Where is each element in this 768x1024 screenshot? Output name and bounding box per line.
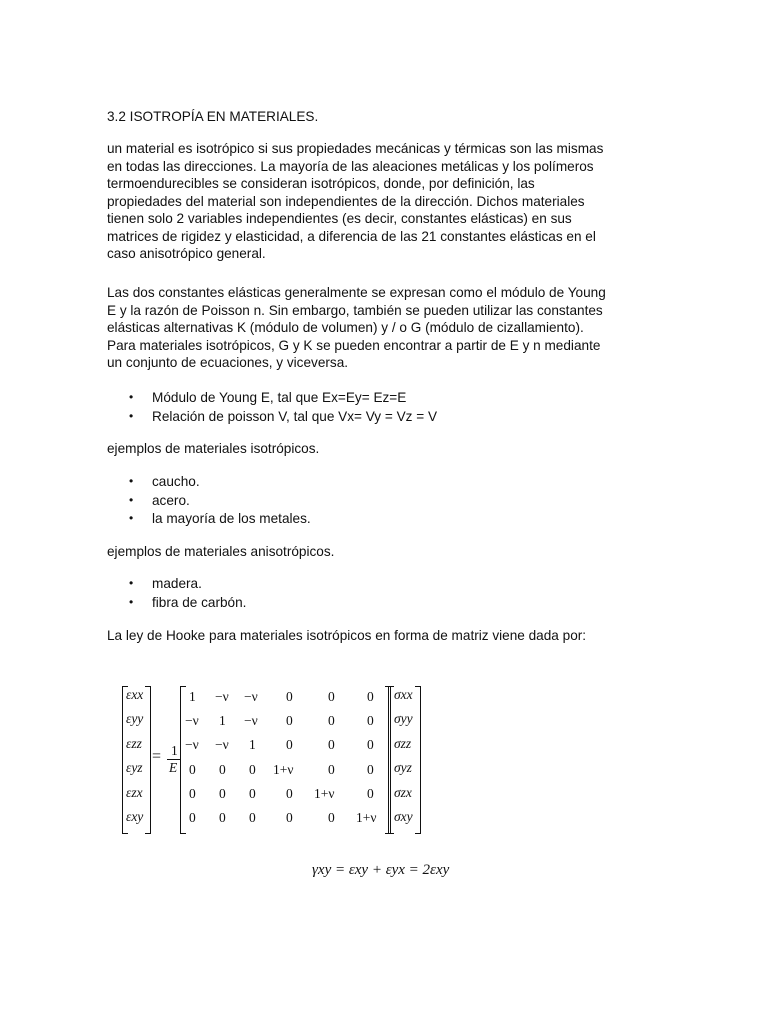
isotropic-examples-heading: ejemplos de materiales isotrópicos. <box>107 441 320 456</box>
matrix-cell: 1+ν <box>356 810 377 825</box>
compliance-matrix <box>186 686 388 832</box>
matrix-cell: −ν <box>244 689 258 704</box>
equals-sign: = <box>152 748 162 765</box>
list-item: • Relación de poisson V, tal que Vx= Vy = Vz = V <box>107 408 437 427</box>
stress-component: σzz <box>394 736 412 751</box>
matrix-cell: 0 <box>328 810 335 825</box>
matrix-cell: 1+ν <box>273 762 294 777</box>
strain-component: εyz <box>126 760 143 775</box>
right-bracket <box>145 686 151 834</box>
list-item: • acero. <box>107 492 311 511</box>
matrix-cell: 0 <box>328 737 335 752</box>
isotropic-examples-list <box>107 473 311 529</box>
right-bracket <box>415 686 421 834</box>
hooke-intro-text: La ley de Hooke para materiales isotrópicos en forma de matriz viene dada por: <box>107 628 587 643</box>
list-item: • madera. <box>107 575 246 594</box>
text-line: termoendurecibles se consideran isotrópicos, donde, por definición, las <box>107 176 535 191</box>
matrix-cell: 0 <box>249 786 256 801</box>
stress-component: σzx <box>394 785 412 800</box>
strain-component: εxx <box>126 687 144 702</box>
paragraph-elastic-constants <box>107 284 667 372</box>
matrix-cell: −ν <box>215 737 229 752</box>
matrix-cell: 0 <box>249 762 256 777</box>
text-line: Para materiales isotrópicos, G y K se pueden encontrar a partir de E y n mediante <box>107 337 601 353</box>
stress-component: σxy <box>394 809 413 824</box>
strain-component: εxy <box>126 809 144 824</box>
matrix-cell: 1 <box>249 737 256 752</box>
matrix-cell: 0 <box>189 786 196 801</box>
matrix-cell: −ν <box>244 713 258 728</box>
strain-component: εyy <box>126 711 144 726</box>
list-item: • caucho. <box>107 473 311 492</box>
text-line: un material es isotrópico si sus propiedades mecánicas y térmicas son las mismas <box>107 141 604 156</box>
matrix-cell: 1 <box>189 689 196 704</box>
factor-denominator: E <box>169 760 178 775</box>
text-line: propiedades del material son independientes de la dirección. Dichos materiales <box>107 193 585 209</box>
text-line: Las dos constantes elásticas generalmente se expresan como el módulo de Young <box>107 285 606 300</box>
text-line: E y la razón de Poisson n. Sin embargo, también se pueden utilizar las constantes <box>107 302 603 318</box>
stress-component: σyy <box>394 711 413 726</box>
text-line: un conjunto de ecuaciones, y viceversa. <box>107 355 349 370</box>
anisotropic-examples-heading: ejemplos de materiales anisotrópicos. <box>107 544 335 559</box>
matrix-cell: 0 <box>367 762 374 777</box>
matrix-cell: 0 <box>328 689 335 704</box>
paragraph-isotropy-definition <box>107 140 667 263</box>
factor-numerator: 1 <box>171 743 178 758</box>
list-item: • la mayoría de los metales. <box>107 510 311 529</box>
matrix-cell: 0 <box>328 762 335 777</box>
matrix-cell: 0 <box>286 810 293 825</box>
strain-component: εzz <box>126 736 142 751</box>
matrix-cell: 0 <box>286 689 293 704</box>
matrix-cell: −ν <box>185 737 199 752</box>
matrix-cell: 0 <box>219 810 226 825</box>
list-item: • Módulo de Young E, tal que Ex=Ey= Ez=E <box>107 389 437 408</box>
text-line: matrices de rigidez y elasticidad, a diferencia de las 21 constantes elásticas en el <box>107 228 596 244</box>
matrix-cell: 0 <box>286 713 293 728</box>
matrix-cell: 0 <box>328 713 335 728</box>
text-line: tienen solo 2 variables independientes (es decir, constantes elásticas) en sus <box>107 211 572 226</box>
shear-strain-relation: γxy = εxy + εyx = 2εxy <box>312 862 450 878</box>
matrix-cell: 0 <box>249 810 256 825</box>
matrix-cell: 1 <box>219 713 226 728</box>
matrix-cell: −ν <box>185 713 199 728</box>
text-line: caso anisotrópico general. <box>107 246 266 261</box>
text-line: elásticas alternativas K (módulo de volumen) y / o G (módulo de cizallamiento). <box>107 320 584 335</box>
matrix-cell: −ν <box>215 689 229 704</box>
matrix-cell: 0 <box>219 762 226 777</box>
strain-component: εzx <box>126 785 143 800</box>
matrix-cell: 0 <box>367 737 374 752</box>
anisotropic-examples-list <box>107 575 246 612</box>
hooke-matrix-equation <box>118 686 438 834</box>
matrix-cell: 0 <box>286 786 293 801</box>
text-line: en todas las direcciones. La mayoría de las aleaciones metálicas y los polímeros <box>107 158 594 174</box>
matrix-cell: 0 <box>286 737 293 752</box>
matrix-cell: 0 <box>189 762 196 777</box>
constants-bullet-list <box>107 389 437 426</box>
matrix-cell: 0 <box>367 786 374 801</box>
section-heading: 3.2 ISOTROPÍA EN MATERIALES. <box>107 109 319 124</box>
stress-component: σyz <box>394 760 412 775</box>
stress-component: σxx <box>394 687 413 702</box>
matrix-cell: 0 <box>367 713 374 728</box>
matrix-cell: 1+ν <box>314 786 335 801</box>
matrix-cell: 0 <box>189 810 196 825</box>
matrix-cell: 0 <box>367 689 374 704</box>
matrix-cell: 0 <box>219 786 226 801</box>
list-item: • fibra de carbón. <box>107 594 246 613</box>
